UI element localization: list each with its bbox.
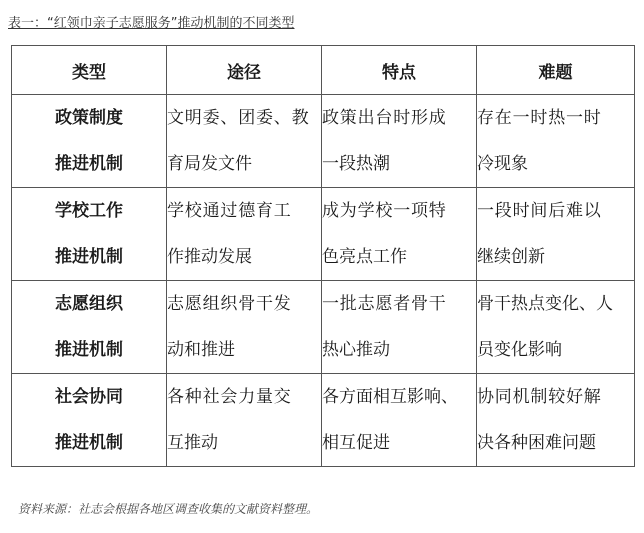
problem-line: 继续创新 bbox=[477, 247, 545, 267]
source-note: 资料来源：社志会根据各地区调查收集的文献资料整理。 bbox=[18, 502, 319, 516]
type-line: 志愿组织 bbox=[55, 294, 123, 314]
route-line: 动和推进 bbox=[167, 340, 235, 360]
table-header-row bbox=[12, 46, 635, 95]
feature-line: 各方面相互影响、 bbox=[322, 387, 458, 407]
problem-line: 决各种困难问题 bbox=[477, 433, 596, 453]
type-line: 推进机制 bbox=[55, 340, 123, 360]
type-line: 政策制度 bbox=[55, 108, 123, 128]
problem-cell bbox=[477, 281, 635, 374]
problem-cell bbox=[477, 95, 635, 188]
feature-cell bbox=[322, 374, 477, 467]
table-row bbox=[12, 188, 635, 281]
problem-line: 协同机制较好解 bbox=[477, 387, 602, 407]
feature-cell bbox=[322, 95, 477, 188]
route-cell bbox=[167, 374, 322, 467]
column-header-route: 途径 bbox=[167, 46, 322, 95]
route-cell bbox=[167, 281, 322, 374]
feature-line: 成为学校一项特 bbox=[322, 201, 447, 221]
route-cell bbox=[167, 95, 322, 188]
type-line: 推进机制 bbox=[55, 433, 123, 453]
route-line: 各种社会力量交 bbox=[167, 387, 292, 407]
type-cell bbox=[12, 188, 167, 281]
route-line: 学校通过德育工 bbox=[167, 201, 292, 221]
type-cell bbox=[12, 281, 167, 374]
problem-line: 冷现象 bbox=[477, 154, 528, 174]
feature-cell bbox=[322, 281, 477, 374]
feature-line: 一段热潮 bbox=[322, 154, 390, 174]
type-line: 推进机制 bbox=[55, 247, 123, 267]
route-line: 育局发文件 bbox=[167, 154, 252, 174]
table-row bbox=[12, 281, 635, 374]
route-line: 志愿组织骨干发 bbox=[167, 294, 292, 314]
feature-line: 一批志愿者骨干 bbox=[322, 294, 447, 314]
problem-cell bbox=[477, 188, 635, 281]
route-line: 文明委、团委、教 bbox=[167, 108, 310, 128]
column-header-problem: 难题 bbox=[477, 46, 635, 95]
problem-line: 骨干热点变化、人 bbox=[477, 294, 613, 314]
feature-line: 相互促进 bbox=[322, 433, 390, 453]
route-cell bbox=[167, 188, 322, 281]
problem-line: 存在一时热一时 bbox=[477, 108, 602, 128]
route-line: 互推动 bbox=[167, 433, 218, 453]
type-cell bbox=[12, 374, 167, 467]
type-line: 学校工作 bbox=[55, 201, 123, 221]
problem-line: 员变化影响 bbox=[477, 340, 562, 360]
column-header-type: 类型 bbox=[12, 46, 167, 95]
column-header-feature: 特点 bbox=[322, 46, 477, 95]
table-caption: 表一：“红领巾亲子志愿服务”推动机制的不同类型 bbox=[8, 16, 295, 31]
feature-line: 政策出台时形成 bbox=[322, 108, 447, 128]
type-line: 推进机制 bbox=[55, 154, 123, 174]
type-line: 社会协同 bbox=[55, 387, 123, 407]
table-row bbox=[12, 95, 635, 188]
route-line: 作推动发展 bbox=[167, 247, 252, 267]
feature-line: 色亮点工作 bbox=[322, 247, 407, 267]
type-cell bbox=[12, 95, 167, 188]
feature-line: 热心推动 bbox=[322, 340, 390, 360]
mechanism-table bbox=[11, 45, 635, 467]
problem-line: 一段时间后难以 bbox=[477, 201, 602, 221]
feature-cell bbox=[322, 188, 477, 281]
table-row bbox=[12, 374, 635, 467]
problem-cell bbox=[477, 374, 635, 467]
